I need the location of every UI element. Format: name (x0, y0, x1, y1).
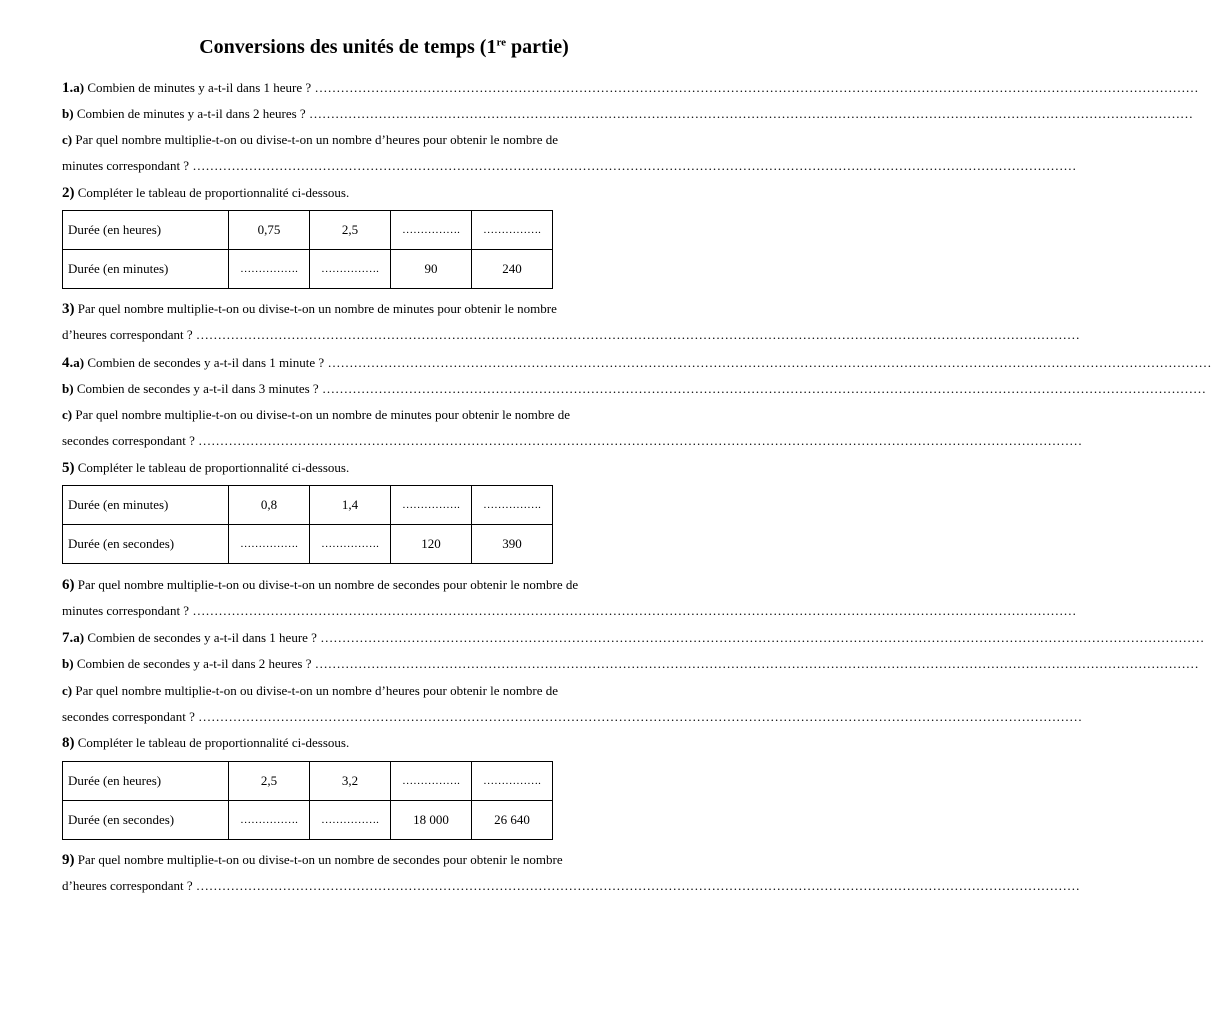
table-cell: 120 (391, 525, 472, 564)
blank-cell[interactable]: ……………. (310, 250, 391, 289)
question-7c-cont: secondes correspondant ? …………………………………………………………………………………………………………………………………………………………………………………… (62, 709, 1083, 724)
table-cell: 390 (472, 525, 553, 564)
question-6-cont: minutes correspondant ? …………………………………………………………………………………………………………………………………………………………………………………… (62, 603, 1077, 618)
question-9-cont: d’heures correspondant ? …………………………………………………………………………………………………………………………………………………………………………………… (62, 878, 1080, 893)
blank-cell[interactable]: ……………. (391, 762, 472, 801)
row-label: Durée (en secondes) (63, 801, 229, 840)
question-6: 6) Par quel nombre multiplie-t-on ou divise-t-on un nombre de secondes pour obtenir le nombre de (62, 577, 579, 593)
blank-cell[interactable]: ……………. (472, 762, 553, 801)
page-title: Conversions des unités de temps (1re partie) (199, 36, 569, 58)
question-7a: 7.a) Combien de secondes y a-t-il dans 1 heure ? …………………………………………………………………………………………………………………………………………………………………………………… (62, 630, 1205, 646)
table-cell: 0,75 (229, 211, 310, 250)
answer-line[interactable]: …………………………………………………………………………………………………………………………………………………………………………………… (195, 327, 1080, 342)
table-cell: 3,2 (310, 762, 391, 801)
question-1c-cont: minutes correspondant ? …………………………………………………………………………………………………………………………………………………………………………………… (62, 158, 1077, 173)
table-cell: 18 000 (391, 801, 472, 840)
question-8: 8) Compléter le tableau de proportionnalité ci-dessous. (62, 735, 350, 751)
answer-line[interactable]: …………………………………………………………………………………………………………………………………………………………………………………… (314, 80, 1199, 95)
question-4c-cont: secondes correspondant ? …………………………………………………………………………………………………………………………………………………………………………………… (62, 433, 1083, 448)
question-4c: c) Par quel nombre multiplie-t-on ou divise-t-on un nombre de minutes pour obtenir le nombre de (62, 407, 570, 422)
row-label: Durée (en heures) (63, 211, 229, 250)
blank-cell[interactable]: ……………. (391, 211, 472, 250)
table-cell: 2,5 (229, 762, 310, 801)
proportion-table-hours-seconds (62, 761, 553, 840)
answer-line[interactable]: …………………………………………………………………………………………………………………………………………………………………………………… (327, 355, 1211, 370)
question-3-cont: d’heures correspondant ? …………………………………………………………………………………………………………………………………………………………………………………… (62, 327, 1080, 342)
table-row (63, 250, 553, 289)
blank-cell[interactable]: ……………. (310, 525, 391, 564)
blank-cell[interactable]: ……………. (472, 486, 553, 525)
question-3: 3) Par quel nombre multiplie-t-on ou divise-t-on un nombre de minutes pour obtenir le nombre (62, 301, 557, 317)
table-cell: 90 (391, 250, 472, 289)
question-7b: b) Combien de secondes y a-t-il dans 2 heures ? …………………………………………………………………………………………………………………………………………………………………………………… (62, 656, 1199, 671)
table-cell: 240 (472, 250, 553, 289)
question-7c: c) Par quel nombre multiplie-t-on ou divise-t-on un nombre d’heures pour obtenir le nombre de (62, 683, 559, 698)
answer-line[interactable]: …………………………………………………………………………………………………………………………………………………………………………………… (320, 630, 1205, 645)
table-cell: 26 640 (472, 801, 553, 840)
question-9: 9) Par quel nombre multiplie-t-on ou divise-t-on un nombre de secondes pour obtenir le nombre (62, 852, 563, 868)
question-2: 2) Compléter le tableau de proportionnalité ci-dessous. (62, 185, 350, 201)
row-label: Durée (en minutes) (63, 250, 229, 289)
answer-line[interactable]: …………………………………………………………………………………………………………………………………………………………………………………… (321, 381, 1206, 396)
blank-cell[interactable]: ……………. (472, 211, 553, 250)
table-row (63, 801, 553, 840)
question-1b: b) Combien de minutes y a-t-il dans 2 heures ? …………………………………………………………………………………………………………………………………………………………………………………… (62, 106, 1193, 121)
answer-line[interactable]: …………………………………………………………………………………………………………………………………………………………………………………… (192, 158, 1077, 173)
proportion-table-minutes-seconds (62, 485, 553, 564)
table-row (63, 525, 553, 564)
question-1a: 1.a) Combien de minutes y a-t-il dans 1 heure ? …………………………………………………………………………………………………………………………………………………………………………………… (62, 80, 1199, 96)
answer-line[interactable]: …………………………………………………………………………………………………………………………………………………………………………………… (198, 709, 1083, 724)
table-cell: 2,5 (310, 211, 391, 250)
answer-line[interactable]: …………………………………………………………………………………………………………………………………………………………………………………… (308, 106, 1193, 121)
question-4a: 4.a) Combien de secondes y a-t-il dans 1 minute ? …………………………………………………………………………………………………………………………………………………………………………………… (62, 355, 1211, 371)
answer-line[interactable]: …………………………………………………………………………………………………………………………………………………………………………………… (198, 433, 1083, 448)
table-row (63, 762, 553, 801)
blank-cell[interactable]: ……………. (310, 801, 391, 840)
question-1c: c) Par quel nombre multiplie-t-on ou divise-t-on un nombre d’heures pour obtenir le nombre de (62, 132, 559, 147)
row-label: Durée (en secondes) (63, 525, 229, 564)
table-cell: 0,8 (229, 486, 310, 525)
row-label: Durée (en heures) (63, 762, 229, 801)
blank-cell[interactable]: ……………. (229, 525, 310, 564)
table-row (63, 211, 553, 250)
proportion-table-hours-minutes (62, 210, 553, 289)
answer-line[interactable]: …………………………………………………………………………………………………………………………………………………………………………………… (314, 656, 1199, 671)
table-row (63, 486, 553, 525)
row-label: Durée (en minutes) (63, 486, 229, 525)
blank-cell[interactable]: ……………. (229, 250, 310, 289)
blank-cell[interactable]: ……………. (391, 486, 472, 525)
answer-line[interactable]: …………………………………………………………………………………………………………………………………………………………………………………… (195, 878, 1080, 893)
question-4b: b) Combien de secondes y a-t-il dans 3 minutes ? …………………………………………………………………………………………………………………………………………………………………………………… (62, 381, 1206, 396)
answer-line[interactable]: …………………………………………………………………………………………………………………………………………………………………………………… (192, 603, 1077, 618)
question-5: 5) Compléter le tableau de proportionnalité ci-dessous. (62, 460, 350, 476)
blank-cell[interactable]: ……………. (229, 801, 310, 840)
table-cell: 1,4 (310, 486, 391, 525)
